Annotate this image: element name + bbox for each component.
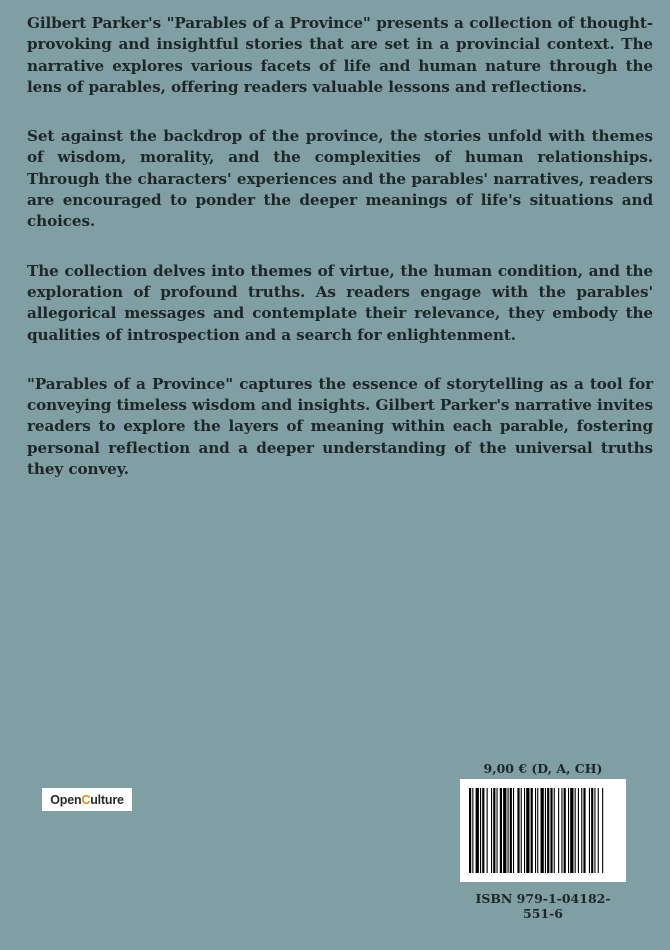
barcode-bar xyxy=(602,788,603,873)
barcode-bar xyxy=(497,788,498,873)
barcode-bar xyxy=(535,788,536,873)
barcode-bar xyxy=(521,788,522,873)
barcode-bar xyxy=(487,788,488,873)
barcode-bar xyxy=(541,788,544,873)
isbn-label: ISBN 979-1-04182-551-6 xyxy=(475,891,611,921)
barcode-bar xyxy=(578,788,579,873)
barcode-bar xyxy=(598,788,599,873)
price-label: 9,00 € (D, A, CH) xyxy=(483,761,603,776)
barcode-bar xyxy=(581,788,582,873)
barcode-bar xyxy=(517,788,519,873)
barcode-bar xyxy=(561,788,562,873)
barcode-bar xyxy=(508,788,509,873)
barcode-bar xyxy=(558,788,559,873)
barcode-bar xyxy=(575,788,576,873)
barcode-bar xyxy=(547,788,549,873)
blurb-paragraph-1: Gilbert Parker's "Parables of a Province" presents a collection of thought-provoking and insightful stories that are set in a provincial context. The narrative explores various facets of life and human nature through the lens of parables, offering readers valuable lessons and reflections. xyxy=(27,14,653,96)
barcode-bar xyxy=(564,788,566,873)
barcode-bar xyxy=(589,788,590,873)
barcode-bar xyxy=(476,788,479,873)
barcode-bars xyxy=(469,788,617,873)
blurb-paragraph-4: "Parables of a Province" captures the essence of storytelling as a tool for conveying timeless wisdom and insights. Gilbert Parker's narrative invites readers to explore the layers of meaning within each parable, fostering personal reflection and a deeper understanding of the universal truths they convey. xyxy=(27,374,653,479)
barcode-bar xyxy=(503,788,506,873)
barcode-bar xyxy=(513,788,514,873)
barcode-bar xyxy=(570,788,573,873)
barcode-bar xyxy=(531,788,533,873)
logo-accent-letter: C xyxy=(81,792,91,807)
barcode-bar xyxy=(500,788,502,873)
barcode-bar xyxy=(554,788,555,873)
barcode-bar xyxy=(550,788,552,873)
logo-text-ulture: ulture xyxy=(90,792,124,807)
barcode-bar xyxy=(537,788,538,873)
barcode-bar xyxy=(526,788,529,873)
barcode-bar xyxy=(491,788,492,873)
barcode-bar xyxy=(510,788,512,873)
back-cover-blurb xyxy=(27,13,653,508)
barcode-bar xyxy=(472,788,473,873)
blurb-paragraph-2: Set against the backdrop of the province, the stories unfold with themes of wisdom, morality, and the complexities of human relationships. Through the characters' experiences and the parables' narratives, readers are encouraged to ponder the deeper meanings of life's situations and choices. xyxy=(27,127,653,231)
barcode-bar xyxy=(583,788,585,873)
barcode-bar xyxy=(594,788,595,873)
blurb-paragraph-3: The collection delves into themes of virtue, the human condition, and the exploration of profound truths. As readers engage with the parables' allegorical messages and contemplate their relevance, they embody the qualities of introspection and a search for enlightenment. xyxy=(27,261,653,344)
barcode-bar xyxy=(469,788,471,873)
barcode-bar xyxy=(480,788,481,873)
barcode xyxy=(460,779,626,882)
barcode-bar xyxy=(591,788,593,873)
barcode-bar xyxy=(545,788,546,873)
barcode-bar xyxy=(524,788,525,873)
barcode-bar xyxy=(482,788,484,873)
logo-text-open: Open xyxy=(50,792,82,807)
barcode-bar xyxy=(493,788,495,873)
publisher-logo xyxy=(42,788,132,811)
barcode-bar xyxy=(568,788,569,873)
